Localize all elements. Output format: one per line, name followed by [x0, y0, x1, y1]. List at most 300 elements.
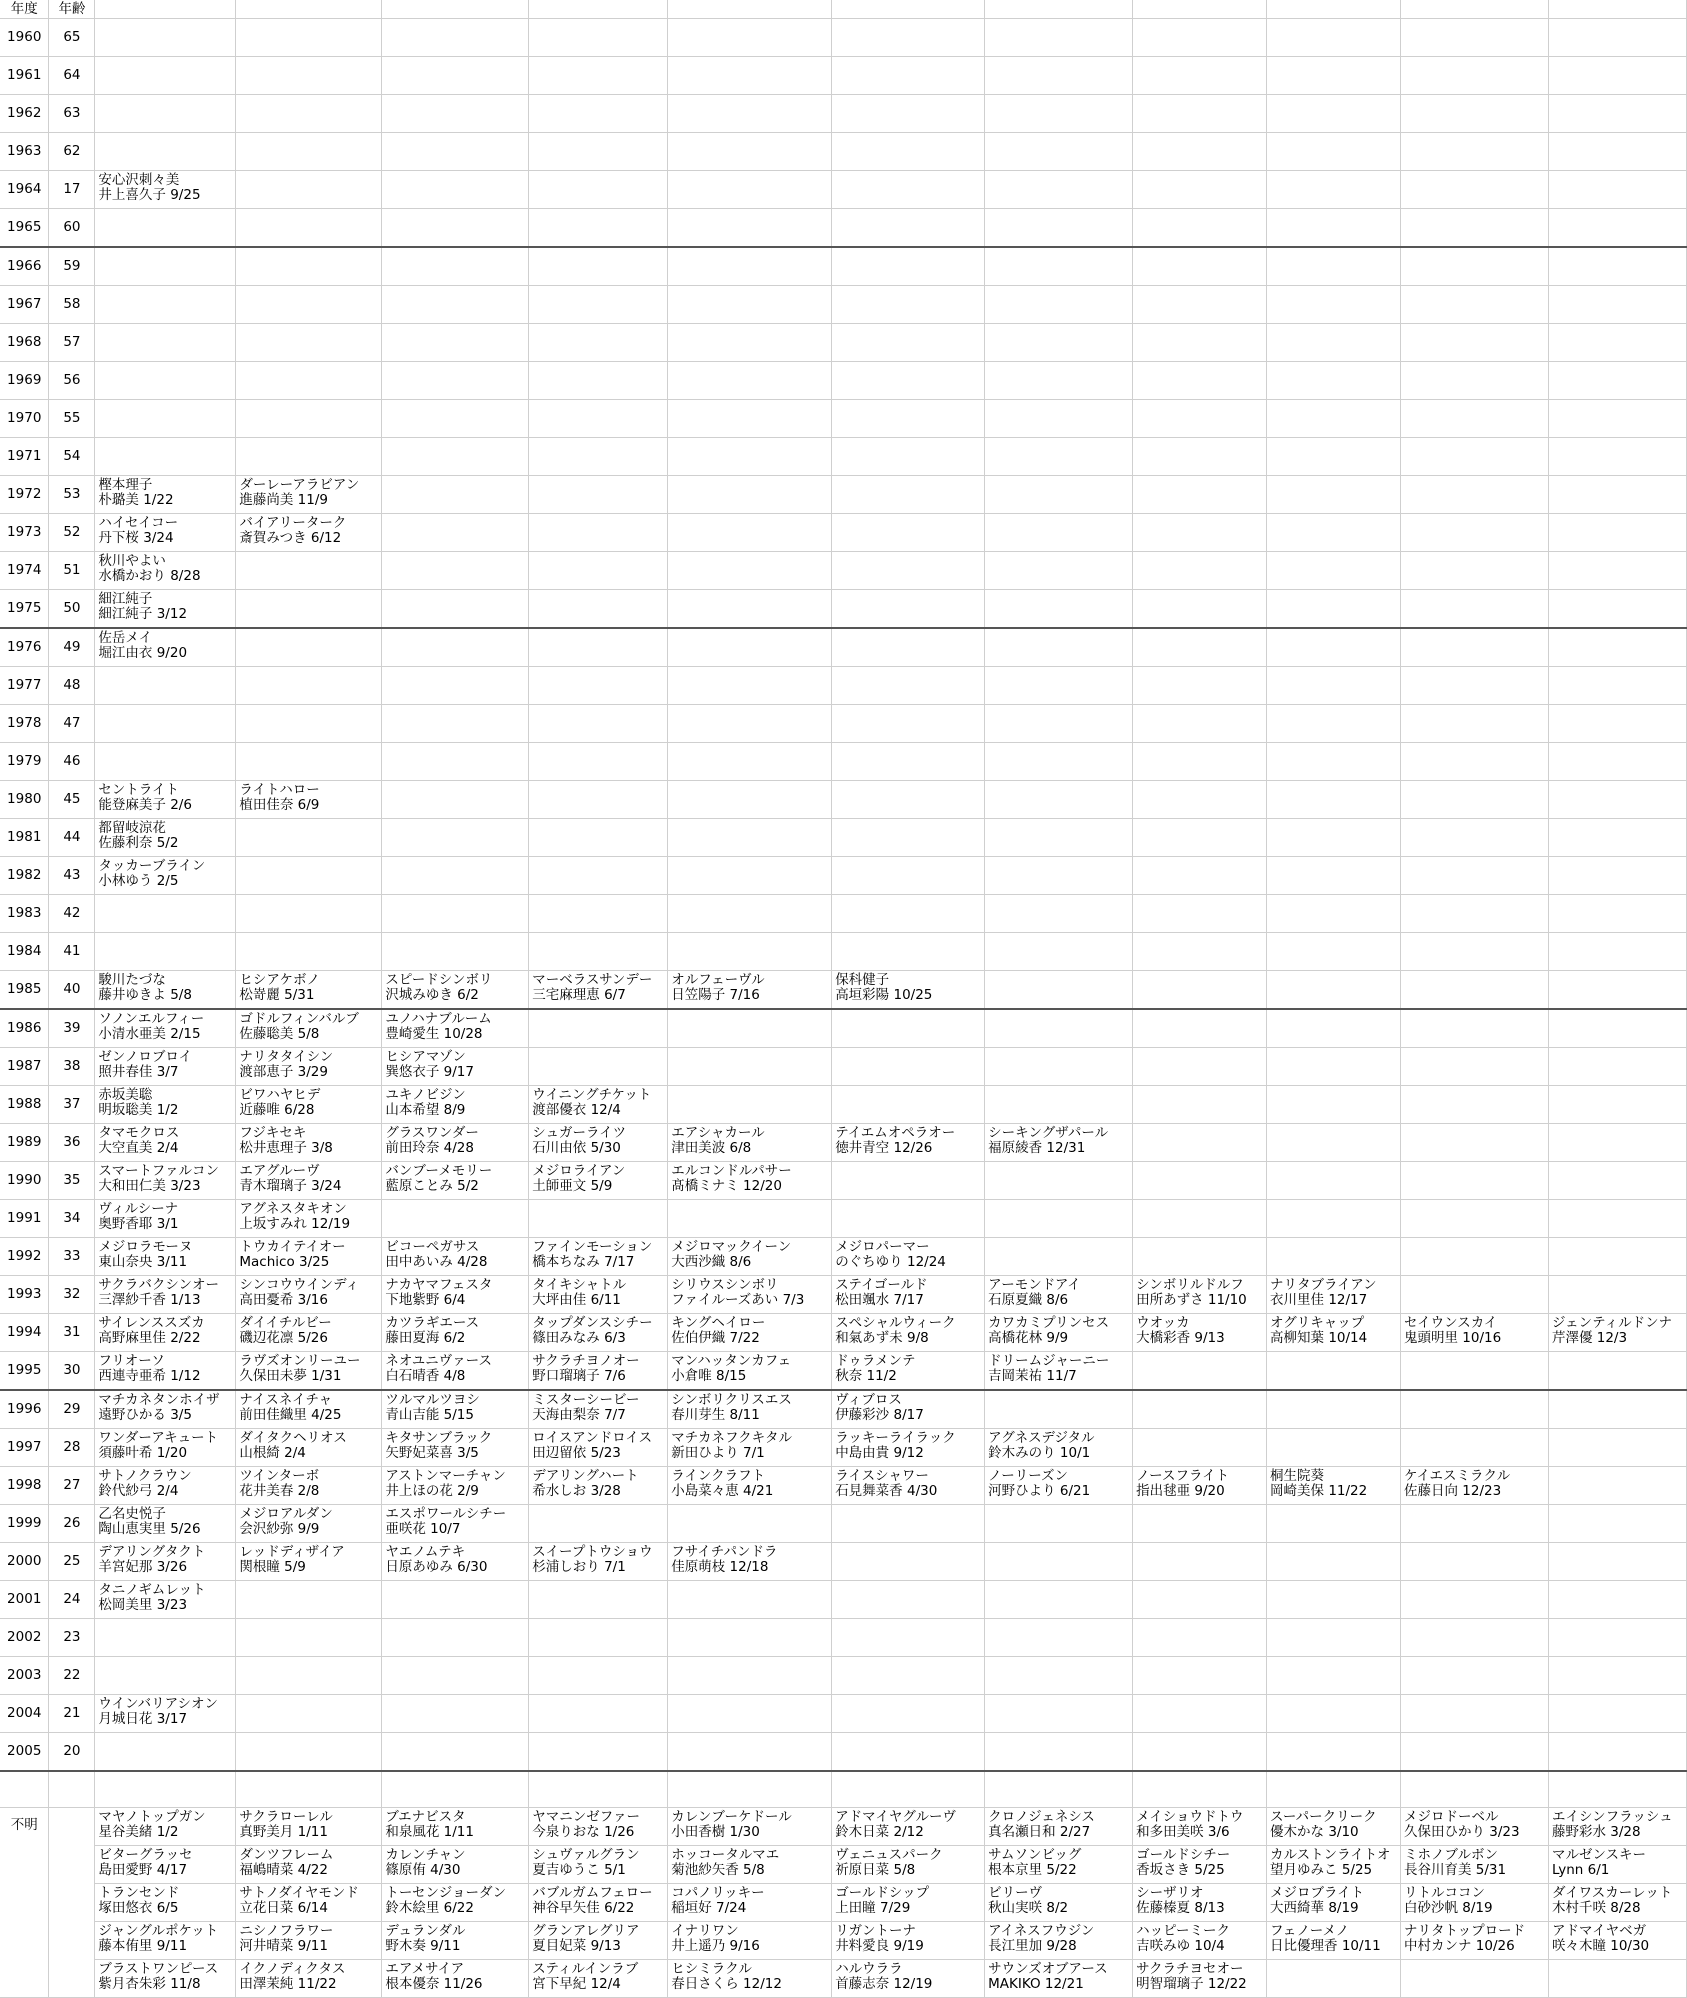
character-cell[interactable] [95, 1276, 236, 1314]
age-cell[interactable]: 40 [49, 971, 95, 1010]
cell[interactable] [985, 19, 1133, 57]
cell[interactable] [382, 1657, 529, 1695]
cell[interactable] [985, 1581, 1133, 1619]
character-cell[interactable] [668, 971, 832, 1010]
age-cell[interactable]: 38 [49, 1048, 95, 1086]
year-cell[interactable]: 1969 [0, 362, 49, 400]
character-cell[interactable] [236, 1429, 382, 1467]
cell[interactable] [1267, 1390, 1401, 1429]
cell[interactable] [529, 590, 668, 629]
cell[interactable] [95, 438, 236, 476]
cell[interactable] [1401, 971, 1549, 1010]
character-cell[interactable] [95, 1429, 236, 1467]
cell[interactable] [49, 1771, 95, 1808]
cell[interactable] [1133, 1657, 1267, 1695]
year-cell[interactable]: 1982 [0, 857, 49, 895]
character-cell[interactable] [236, 1846, 382, 1884]
cell[interactable] [832, 1771, 985, 1808]
age-cell[interactable]: 44 [49, 819, 95, 857]
cell[interactable] [529, 1619, 668, 1657]
cell[interactable] [985, 324, 1133, 362]
cell[interactable] [1133, 971, 1267, 1010]
year-cell[interactable]: 1971 [0, 438, 49, 476]
age-cell[interactable]: 28 [49, 1429, 95, 1467]
cell[interactable] [985, 1771, 1133, 1808]
character-cell[interactable] [668, 1429, 832, 1467]
cell[interactable] [985, 1543, 1133, 1581]
cell[interactable] [1401, 1733, 1549, 1772]
cell[interactable] [382, 400, 529, 438]
cell[interactable] [668, 171, 832, 209]
cell[interactable] [529, 171, 668, 209]
year-cell[interactable]: 1991 [0, 1200, 49, 1238]
cell[interactable] [1548, 171, 1686, 209]
cell[interactable] [1548, 1543, 1686, 1581]
age-cell[interactable]: 51 [49, 552, 95, 590]
cell[interactable] [529, 324, 668, 362]
cell[interactable] [985, 819, 1133, 857]
character-cell[interactable] [985, 1276, 1133, 1314]
character-cell[interactable] [382, 1467, 529, 1505]
cell[interactable] [236, 1733, 382, 1772]
cell[interactable] [832, 667, 985, 705]
character-cell[interactable] [529, 1238, 668, 1276]
character-cell[interactable] [529, 1846, 668, 1884]
character-cell[interactable] [529, 1390, 668, 1429]
character-cell[interactable] [832, 1846, 985, 1884]
cell[interactable] [236, 171, 382, 209]
cell[interactable] [1548, 1276, 1686, 1314]
cell[interactable] [1548, 57, 1686, 95]
cell[interactable] [236, 57, 382, 95]
cell[interactable] [1548, 133, 1686, 171]
cell[interactable] [1267, 324, 1401, 362]
cell[interactable] [668, 1733, 832, 1772]
character-cell[interactable] [529, 1808, 668, 1846]
cell[interactable] [668, 19, 832, 57]
character-cell[interactable] [1133, 1922, 1267, 1960]
character-cell[interactable] [382, 971, 529, 1010]
character-cell[interactable] [985, 1467, 1133, 1505]
cell[interactable] [382, 628, 529, 667]
cell[interactable] [832, 819, 985, 857]
cell[interactable] [1267, 514, 1401, 552]
cell[interactable] [1267, 1960, 1401, 1998]
cell[interactable] [1548, 0, 1686, 19]
character-cell[interactable] [95, 1505, 236, 1543]
cell[interactable] [832, 1619, 985, 1657]
cell[interactable] [832, 705, 985, 743]
year-cell[interactable]: 1976 [0, 628, 49, 667]
cell[interactable] [382, 1771, 529, 1808]
cell[interactable] [95, 1619, 236, 1657]
cell[interactable] [382, 362, 529, 400]
character-cell[interactable] [529, 1922, 668, 1960]
cell[interactable] [236, 590, 382, 629]
character-cell[interactable] [95, 1086, 236, 1124]
character-cell[interactable] [95, 1048, 236, 1086]
character-cell[interactable] [382, 1390, 529, 1429]
character-cell[interactable] [236, 1505, 382, 1543]
cell[interactable] [529, 1771, 668, 1808]
cell[interactable] [1133, 1390, 1267, 1429]
cell[interactable] [1401, 209, 1549, 248]
cell[interactable] [95, 933, 236, 971]
year-cell[interactable]: 1999 [0, 1505, 49, 1543]
character-cell[interactable] [668, 1846, 832, 1884]
cell[interactable] [95, 209, 236, 248]
cell[interactable] [668, 1048, 832, 1086]
year-cell[interactable]: 1984 [0, 933, 49, 971]
cell[interactable] [1133, 438, 1267, 476]
cell[interactable] [95, 247, 236, 286]
age-cell[interactable]: 36 [49, 1124, 95, 1162]
age-cell[interactable]: 59 [49, 247, 95, 286]
cell[interactable] [1133, 1505, 1267, 1543]
cell[interactable] [1267, 857, 1401, 895]
cell[interactable] [832, 1009, 985, 1048]
year-cell[interactable]: 1996 [0, 1390, 49, 1429]
character-cell[interactable] [985, 1429, 1133, 1467]
cell[interactable] [1401, 1276, 1549, 1314]
cell[interactable] [382, 895, 529, 933]
cell[interactable] [529, 362, 668, 400]
cell[interactable] [1548, 1771, 1686, 1808]
cell[interactable] [1133, 1695, 1267, 1733]
year-cell[interactable]: 1973 [0, 514, 49, 552]
cell[interactable] [1267, 1238, 1401, 1276]
cell[interactable] [1267, 1429, 1401, 1467]
cell[interactable] [1267, 1352, 1401, 1391]
character-cell[interactable] [95, 1846, 236, 1884]
character-cell[interactable] [95, 1390, 236, 1429]
age-cell[interactable]: 33 [49, 1238, 95, 1276]
character-cell[interactable] [1548, 1808, 1686, 1846]
cell[interactable] [668, 362, 832, 400]
character-cell[interactable] [668, 1543, 832, 1581]
cell[interactable] [1401, 1771, 1549, 1808]
character-cell[interactable] [95, 1884, 236, 1922]
character-cell[interactable] [529, 1352, 668, 1391]
cell[interactable] [1133, 247, 1267, 286]
character-cell[interactable] [1133, 1467, 1267, 1505]
cell[interactable] [1401, 1048, 1549, 1086]
cell[interactable] [529, 0, 668, 19]
age-cell[interactable]: 52 [49, 514, 95, 552]
cell[interactable] [1133, 667, 1267, 705]
cell[interactable] [1133, 1200, 1267, 1238]
cell[interactable] [1401, 438, 1549, 476]
character-cell[interactable] [668, 1884, 832, 1922]
year-cell[interactable]: 1994 [0, 1314, 49, 1352]
cell[interactable] [1267, 1733, 1401, 1772]
cell[interactable] [985, 171, 1133, 209]
character-cell[interactable] [95, 1960, 236, 1998]
cell[interactable] [832, 552, 985, 590]
character-cell[interactable] [236, 476, 382, 514]
year-cell[interactable]: 1966 [0, 247, 49, 286]
cell[interactable] [529, 781, 668, 819]
year-cell[interactable]: 1975 [0, 590, 49, 629]
cell[interactable] [529, 1048, 668, 1086]
cell[interactable] [1548, 552, 1686, 590]
cell[interactable] [236, 0, 382, 19]
character-cell[interactable] [382, 1960, 529, 1998]
cell[interactable] [382, 19, 529, 57]
cell[interactable] [1401, 1390, 1549, 1429]
cell[interactable] [1267, 476, 1401, 514]
cell[interactable] [1548, 95, 1686, 133]
character-cell[interactable] [529, 971, 668, 1010]
cell[interactable] [382, 552, 529, 590]
cell[interactable] [985, 209, 1133, 248]
cell[interactable] [668, 57, 832, 95]
cell[interactable] [668, 819, 832, 857]
cell[interactable] [1401, 705, 1549, 743]
cell[interactable] [95, 286, 236, 324]
cell[interactable] [382, 667, 529, 705]
cell[interactable] [1401, 781, 1549, 819]
character-cell[interactable] [832, 1808, 985, 1846]
cell[interactable] [1133, 552, 1267, 590]
cell[interactable] [95, 705, 236, 743]
cell[interactable] [529, 476, 668, 514]
year-cell[interactable]: 2004 [0, 1695, 49, 1733]
cell[interactable] [832, 933, 985, 971]
cell[interactable] [529, 247, 668, 286]
character-cell[interactable] [95, 171, 236, 209]
cell[interactable] [985, 552, 1133, 590]
cell[interactable] [382, 57, 529, 95]
cell[interactable] [382, 819, 529, 857]
cell[interactable] [236, 552, 382, 590]
cell[interactable] [1133, 743, 1267, 781]
cell[interactable] [832, 476, 985, 514]
cell[interactable] [1267, 95, 1401, 133]
cell[interactable] [1548, 1048, 1686, 1086]
cell[interactable] [529, 895, 668, 933]
cell[interactable] [832, 286, 985, 324]
cell[interactable] [985, 286, 1133, 324]
age-cell[interactable]: 30 [49, 1352, 95, 1391]
cell[interactable] [1267, 19, 1401, 57]
cell[interactable] [668, 286, 832, 324]
age-cell[interactable]: 49 [49, 628, 95, 667]
age-cell[interactable]: 26 [49, 1505, 95, 1543]
cell[interactable] [1267, 1619, 1401, 1657]
cell[interactable] [0, 1771, 49, 1808]
cell[interactable] [668, 209, 832, 248]
cell[interactable] [1401, 1429, 1549, 1467]
cell[interactable] [529, 705, 668, 743]
cell[interactable] [382, 438, 529, 476]
cell[interactable] [1548, 1960, 1686, 1998]
cell[interactable] [1267, 667, 1401, 705]
year-cell[interactable]: 1981 [0, 819, 49, 857]
cell[interactable] [1133, 514, 1267, 552]
cell[interactable] [985, 1238, 1133, 1276]
cell[interactable] [668, 1505, 832, 1543]
cell[interactable] [832, 743, 985, 781]
character-cell[interactable] [95, 1922, 236, 1960]
character-cell[interactable] [95, 971, 236, 1010]
cell[interactable] [1401, 1657, 1549, 1695]
character-cell[interactable] [236, 1276, 382, 1314]
cell[interactable] [1267, 400, 1401, 438]
cell[interactable] [832, 1505, 985, 1543]
cell[interactable] [1133, 400, 1267, 438]
year-cell[interactable]: 1992 [0, 1238, 49, 1276]
age-cell[interactable]: 62 [49, 133, 95, 171]
cell[interactable] [1401, 286, 1549, 324]
character-cell[interactable] [1548, 1884, 1686, 1922]
year-cell[interactable]: 1983 [0, 895, 49, 933]
cell[interactable] [382, 247, 529, 286]
cell[interactable] [1267, 0, 1401, 19]
cell[interactable] [832, 1733, 985, 1772]
character-cell[interactable] [382, 1276, 529, 1314]
character-cell[interactable] [95, 1352, 236, 1391]
character-cell[interactable] [832, 1922, 985, 1960]
cell[interactable] [832, 1086, 985, 1124]
cell[interactable] [95, 743, 236, 781]
character-cell[interactable] [95, 781, 236, 819]
cell[interactable] [236, 286, 382, 324]
year-cell[interactable]: 1961 [0, 57, 49, 95]
character-cell[interactable] [95, 514, 236, 552]
character-cell[interactable] [95, 552, 236, 590]
cell[interactable] [1548, 286, 1686, 324]
cell[interactable] [832, 171, 985, 209]
cell[interactable] [1548, 628, 1686, 667]
cell[interactable] [832, 95, 985, 133]
cell[interactable] [382, 1733, 529, 1772]
character-cell[interactable] [236, 781, 382, 819]
cell[interactable] [985, 895, 1133, 933]
character-cell[interactable] [529, 1543, 668, 1581]
age-header[interactable]: 年齢 [49, 0, 95, 19]
cell[interactable] [668, 705, 832, 743]
cell[interactable] [382, 743, 529, 781]
character-cell[interactable] [1267, 1314, 1401, 1352]
character-cell[interactable] [668, 1960, 832, 1998]
cell[interactable] [1548, 1352, 1686, 1391]
cell[interactable] [1548, 1505, 1686, 1543]
age-cell[interactable]: 55 [49, 400, 95, 438]
cell[interactable] [668, 400, 832, 438]
cell[interactable] [1133, 781, 1267, 819]
character-cell[interactable] [832, 1352, 985, 1391]
cell[interactable] [1133, 857, 1267, 895]
cell[interactable] [1133, 476, 1267, 514]
character-cell[interactable] [95, 1543, 236, 1581]
cell[interactable] [1548, 514, 1686, 552]
character-cell[interactable] [1133, 1808, 1267, 1846]
cell[interactable] [1133, 1086, 1267, 1124]
year-cell[interactable]: 1960 [0, 19, 49, 57]
character-cell[interactable] [382, 1429, 529, 1467]
cell[interactable] [1401, 895, 1549, 933]
character-cell[interactable] [236, 514, 382, 552]
cell[interactable] [1548, 1390, 1686, 1429]
cell[interactable] [95, 362, 236, 400]
cell[interactable] [1267, 1581, 1401, 1619]
cell[interactable] [1133, 1771, 1267, 1808]
character-cell[interactable] [382, 1922, 529, 1960]
year-cell[interactable]: 1979 [0, 743, 49, 781]
character-cell[interactable] [985, 1124, 1133, 1162]
cell[interactable] [1267, 209, 1401, 248]
cell[interactable] [1401, 819, 1549, 857]
year-cell[interactable]: 1962 [0, 95, 49, 133]
age-cell[interactable]: 25 [49, 1543, 95, 1581]
cell[interactable] [832, 57, 985, 95]
character-cell[interactable] [382, 1086, 529, 1124]
character-cell[interactable] [95, 1009, 236, 1048]
cell[interactable] [668, 476, 832, 514]
character-cell[interactable] [236, 1314, 382, 1352]
cell[interactable] [832, 1162, 985, 1200]
cell[interactable] [1401, 362, 1549, 400]
cell[interactable] [985, 857, 1133, 895]
character-cell[interactable] [382, 1543, 529, 1581]
character-cell[interactable] [668, 1352, 832, 1391]
cell[interactable] [1267, 1505, 1401, 1543]
cell[interactable] [1548, 1429, 1686, 1467]
age-cell[interactable]: 45 [49, 781, 95, 819]
cell[interactable] [1401, 1960, 1549, 1998]
cell[interactable] [1267, 1543, 1401, 1581]
cell[interactable] [382, 133, 529, 171]
cell[interactable] [985, 1200, 1133, 1238]
year-cell[interactable]: 1993 [0, 1276, 49, 1314]
cell[interactable] [832, 438, 985, 476]
cell[interactable] [1548, 971, 1686, 1010]
cell[interactable] [1267, 1009, 1401, 1048]
cell[interactable] [1401, 400, 1549, 438]
cell[interactable] [529, 819, 668, 857]
cell[interactable] [668, 514, 832, 552]
character-cell[interactable] [1133, 1314, 1267, 1352]
character-cell[interactable] [382, 1009, 529, 1048]
cell[interactable] [236, 1771, 382, 1808]
cell[interactable] [668, 857, 832, 895]
character-cell[interactable] [1133, 1846, 1267, 1884]
age-cell[interactable]: 41 [49, 933, 95, 971]
cell[interactable] [832, 209, 985, 248]
cell[interactable] [1401, 95, 1549, 133]
cell[interactable] [529, 286, 668, 324]
cell[interactable] [985, 438, 1133, 476]
age-cell[interactable]: 46 [49, 743, 95, 781]
age-cell[interactable]: 21 [49, 1695, 95, 1733]
cell[interactable] [985, 1619, 1133, 1657]
cell[interactable] [236, 19, 382, 57]
cell[interactable] [95, 895, 236, 933]
character-cell[interactable] [832, 1124, 985, 1162]
character-cell[interactable] [236, 971, 382, 1010]
cell[interactable] [1548, 895, 1686, 933]
character-cell[interactable] [832, 1276, 985, 1314]
age-cell[interactable]: 60 [49, 209, 95, 248]
cell[interactable] [382, 171, 529, 209]
year-cell[interactable]: 2002 [0, 1619, 49, 1657]
cell[interactable] [529, 933, 668, 971]
cell[interactable] [832, 362, 985, 400]
character-cell[interactable] [95, 1581, 236, 1619]
cell[interactable] [1401, 1352, 1549, 1391]
cell[interactable] [985, 743, 1133, 781]
